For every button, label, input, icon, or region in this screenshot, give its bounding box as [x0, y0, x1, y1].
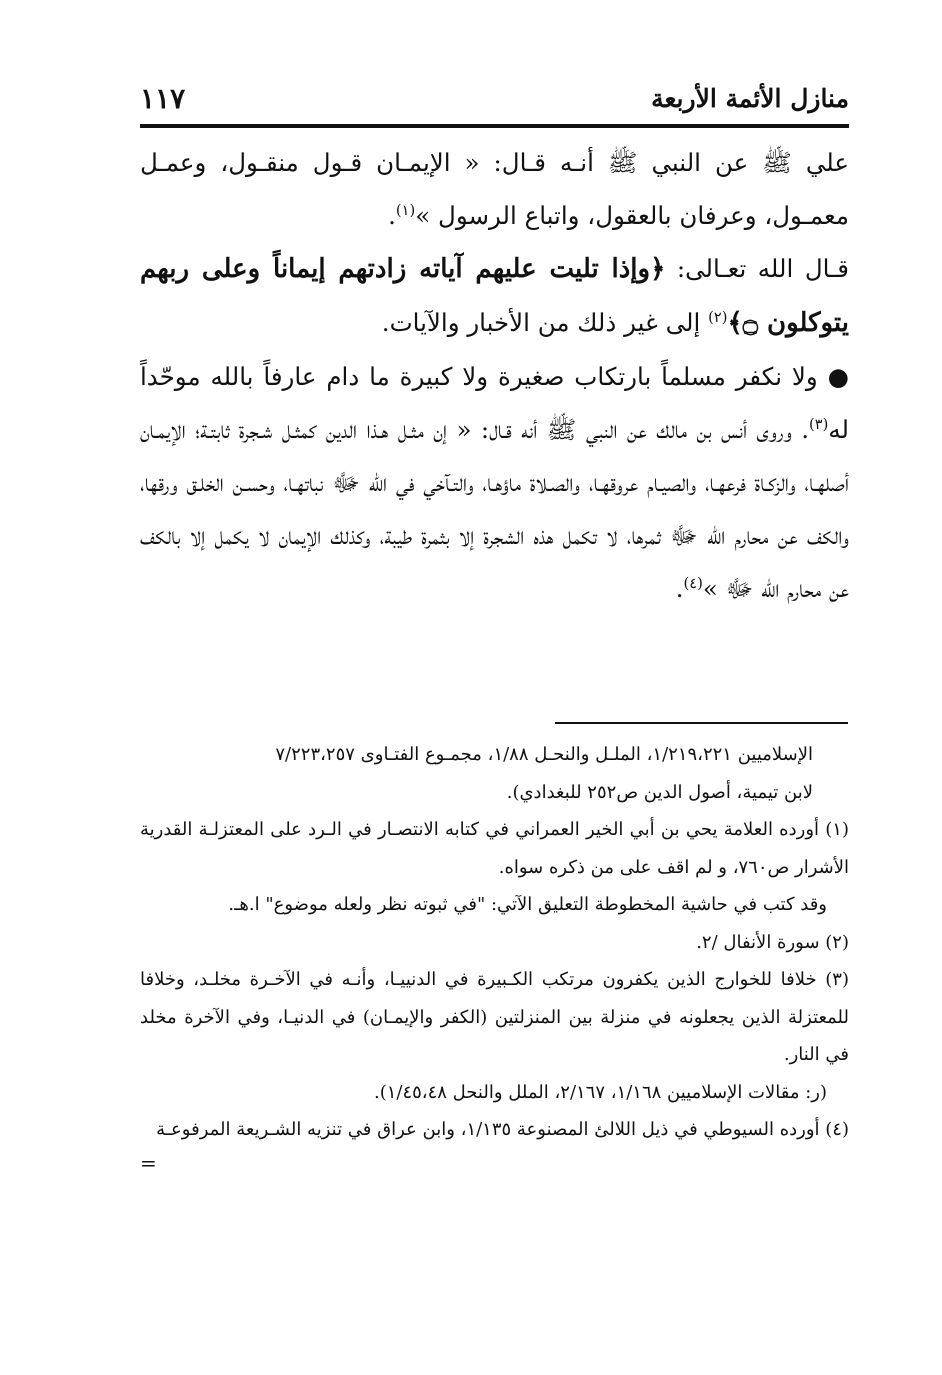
- footnote-ref-1: (١): [395, 201, 416, 219]
- footnote-4: (٤) أورده السيوطي في ذيل اللالئ المصنوعة ١/١٣٥، وابن عراق في تنزيه الشـريعة المرفوعـة: [156, 1119, 849, 1140]
- footnote-1-note: وقد كتب في حاشية المخطوطة التعليق الآتي: "في ثبوته نظر ولعله موضوع" ا.هـ.: [228, 894, 827, 915]
- paragraph-takfir: ● ولا نكفر مسلماً بارتكاب صغيرة ولا كبيرة ما دام عارفاً بالله موحّداً له$^{(٣)}$. وروى أنس بن مالك عن النبي ﷺ أنه قـال: « إن مثـل هـذا الدين كمثـل شـجرة ثابتـة؛ الإيمـان أصلهـا، والزكـاة فرعهـا، والصيـام عروقهـا، والصـلاة ماؤهـا، والتـآخي في الله ﷻ نباتهـا، وحسـن الخلـق ورقها، والكف عن محارم الله ﷻ ثمرها، لا تكمل هذه الشجرة إلا بثمرة طيبة، وكذلك الإيمان لا يكمل إلا بالكف عن محارم الله ﷻ »$^{(٤)}$.: [140, 362, 849, 603]
- header-rule: [140, 124, 849, 128]
- footnote-1: (١) أورده العلامة يحي بن أبي الخير العمراني في كتابه الانتصـار في الـرد على المعتزلـة القدرية الأشرار ص٧٦٠، و لم اقف على من ذكره سواه.: [140, 819, 849, 878]
- quran-verse: ﴿وإذا تليت عليهم آياته زادتهم إيماناً وعلى ربهم يتوكلون ۝﴾: [140, 254, 849, 338]
- footnote-ref-2: (٢): [708, 308, 728, 326]
- footnote-3-reference: (ر: مقالات الإسلاميين ١/١٦٨، ٢/١٦٧، الملل والنحل ١/٤٥،٤٨).: [373, 1081, 827, 1103]
- paragraph-hadith-iman: علي ﷺ عن النبي ﷺ أنـه قـال: « الإيمـان قـول منقـول، وعمـل معمـول، وعرفان بالعقول، واتباع الرسول »$^{(١)}$.: [140, 148, 849, 230]
- footnote-ref-4: (٤): [683, 574, 703, 592]
- footnote-carryover: الإسلاميين ١/٢١٩،٢٢١، الملـل والنحـل ١/٨٨، مجمـوع الفتـاوى ٧/٢٢٣،٢٥٧: [275, 744, 813, 765]
- footnote-2: (٢) سورة الأنفال /٢.: [696, 931, 849, 953]
- continuation-mark: =: [140, 1150, 157, 1175]
- footnote-separator: [555, 722, 848, 724]
- footnote-carryover: لابن تيمية، أصول الدين ص٢٥٢ للبغدادي).: [506, 781, 813, 803]
- book-title: منازل الأئمة الأربعة: [651, 84, 849, 113]
- paragraph-quran-verse: قـال الله تعـالى: ﴿وإذا تليت عليهم آياته زادتهم إيماناً وعلى ربهم يتوكلون ۝﴾$^{(٢)}$ إلى غير ذلك من الأخبار والآيات.: [140, 254, 850, 338]
- footnote-ref-3: (٣): [809, 415, 829, 433]
- running-header: [140, 80, 849, 124]
- main-text: [140, 136, 849, 615]
- footnote-3: (٣) خلافا للخوارج الذين يكفرون مرتكب الكـبيرة في الدنييـا، وأنـه في الآخـرة مخلـد، وخلافا للمعتزلة الذين يجعلونه في منزلة بين المنزلتين (الكفر والإيمـان) في الدنيـا، وفي الآخرة مخلد في النار.: [140, 969, 849, 1065]
- page-number: ١١٧: [140, 82, 186, 115]
- footnotes: [140, 736, 849, 1177]
